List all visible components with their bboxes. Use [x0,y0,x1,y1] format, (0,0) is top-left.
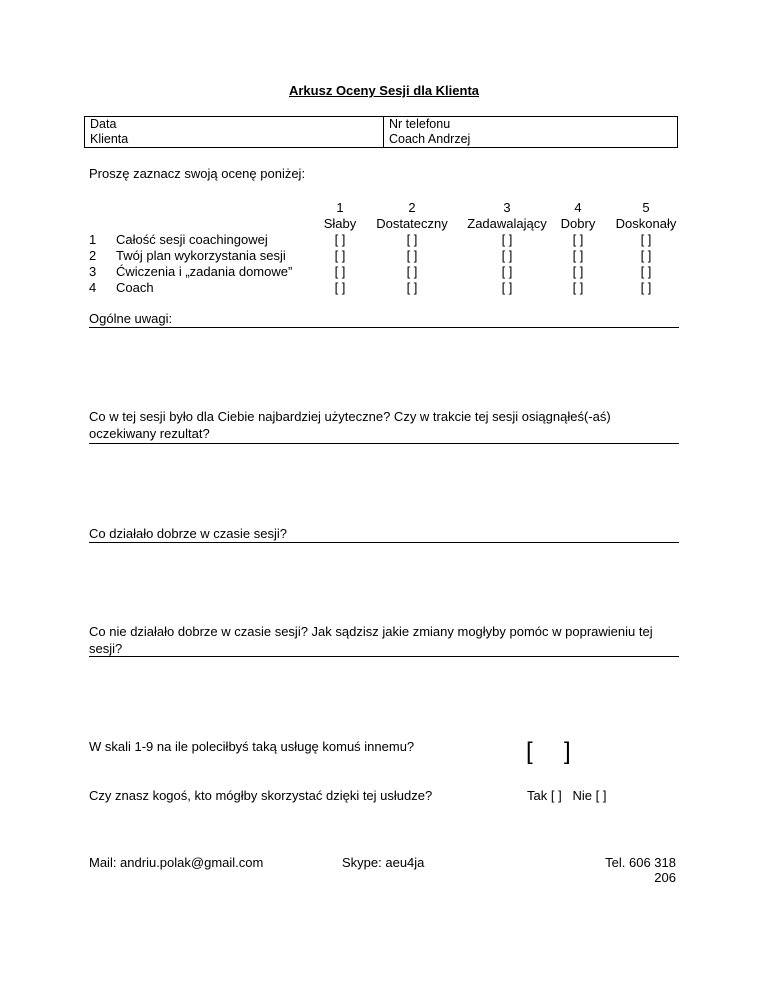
rating-checkbox[interactable]: [ ] [501,232,513,247]
not-worked-answer-line[interactable] [89,656,679,657]
scale-number: 5 [642,200,650,215]
not-worked-question: Co nie działało dobrze w czasie sesji? Jak sądzisz jakie zmiany mogłyby pomóc w poprawieniu tej sesji? [89,624,653,656]
rating-checkbox[interactable]: [ ] [640,248,652,263]
scale-label: Dobry [560,216,596,231]
criteria-label: Twój plan wykorzystania sesji [116,248,286,263]
scale-column-2 [367,200,457,232]
criteria-row [0,248,768,264]
rating-checkbox[interactable]: [ ] [334,248,346,263]
worked-well-answer-line[interactable] [89,542,679,543]
criteria-number: 1 [89,232,97,247]
scale-label: Zadawalający [467,216,547,231]
criteria-label: Całość sesji coachingowej [116,232,268,247]
rating-checkbox[interactable]: [ ] [406,280,418,295]
criteria-row [0,232,768,248]
client-field-label: Klienta [90,132,129,146]
rating-checkbox[interactable]: [ ] [640,232,652,247]
general-comments-line[interactable] [89,327,679,328]
info-left-column [85,117,384,147]
rating-checkbox[interactable]: [ ] [640,264,652,279]
worked-well-question: Co działało dobrze w czasie sesji? [89,526,287,541]
scale-column-3 [457,200,557,232]
recommend-bracket-open: [ [526,738,533,765]
rating-checkbox[interactable]: [ ] [334,280,346,295]
scale-number: 2 [408,200,416,215]
recommend-score-input[interactable] [535,740,563,766]
phone-field-label: Nr telefonu [389,117,451,131]
yes-no-checkboxes[interactable]: Tak [ ] Nie [ ] [527,788,607,803]
rating-checkbox[interactable]: [ ] [572,248,584,263]
footer-mail: Mail: andriu.polak@gmail.com [89,855,264,870]
rating-checkbox[interactable]: [ ] [501,248,513,263]
client-info-table [84,116,678,148]
rating-checkbox[interactable]: [ ] [501,280,513,295]
footer-phone: Tel. 606 318 206 [605,855,676,885]
know-someone-question: Czy znasz kogoś, kto mógłby skorzystać dzięki tej usłudze? [89,788,433,803]
coach-field-label: Coach Andrzej [389,132,471,146]
rating-checkbox[interactable]: [ ] [572,280,584,295]
info-right-column [384,117,678,147]
rating-checkbox[interactable]: [ ] [640,280,652,295]
rating-checkbox[interactable]: [ ] [501,264,513,279]
rating-checkbox[interactable]: [ ] [406,248,418,263]
criteria-number: 3 [89,264,97,279]
rating-prompt: Proszę zaznacz swoją ocenę poniżej: [89,166,306,181]
scale-number: 1 [336,200,344,215]
rating-checkbox[interactable]: [ ] [334,232,346,247]
scale-label: Doskonały [615,216,677,231]
recommend-question: W skali 1-9 na ile poleciłbyś taką usługę komuś innemu? [89,739,415,754]
scale-number: 3 [503,200,511,215]
most-useful-question: Co w tej sesji było dla Ciebie najbardziej użyteczne? Czy w trakcie tej sesji osiągnąłeś(-aś) oczekiwany rezultat? [89,409,611,441]
criteria-label: Ćwiczenia i „zadania domowe” [116,264,293,279]
criteria-table [0,232,768,296]
rating-checkbox[interactable]: [ ] [334,264,346,279]
criteria-number: 2 [89,248,97,263]
scale-number: 4 [574,200,582,215]
criteria-label: Coach [116,280,154,295]
rating-checkbox[interactable]: [ ] [572,264,584,279]
rating-checkbox[interactable]: [ ] [406,232,418,247]
scale-column-4 [553,200,603,232]
recommend-bracket-close: ] [564,738,571,765]
scale-label: Słaby [323,216,357,231]
criteria-number: 4 [89,280,97,295]
rating-checkbox[interactable]: [ ] [572,232,584,247]
rating-checkbox[interactable]: [ ] [406,264,418,279]
scale-column-5 [606,200,686,232]
most-useful-answer-line[interactable] [89,443,679,444]
criteria-row [0,264,768,280]
form-title: Arkusz Oceny Sesji dla Klienta [288,83,480,98]
criteria-row [0,280,768,296]
general-comments-label: Ogólne uwagi: [89,311,173,326]
footer-skype: Skype: aeu4ja [342,855,425,870]
date-field-label: Data [90,117,117,131]
scale-label: Dostateczny [376,216,448,231]
